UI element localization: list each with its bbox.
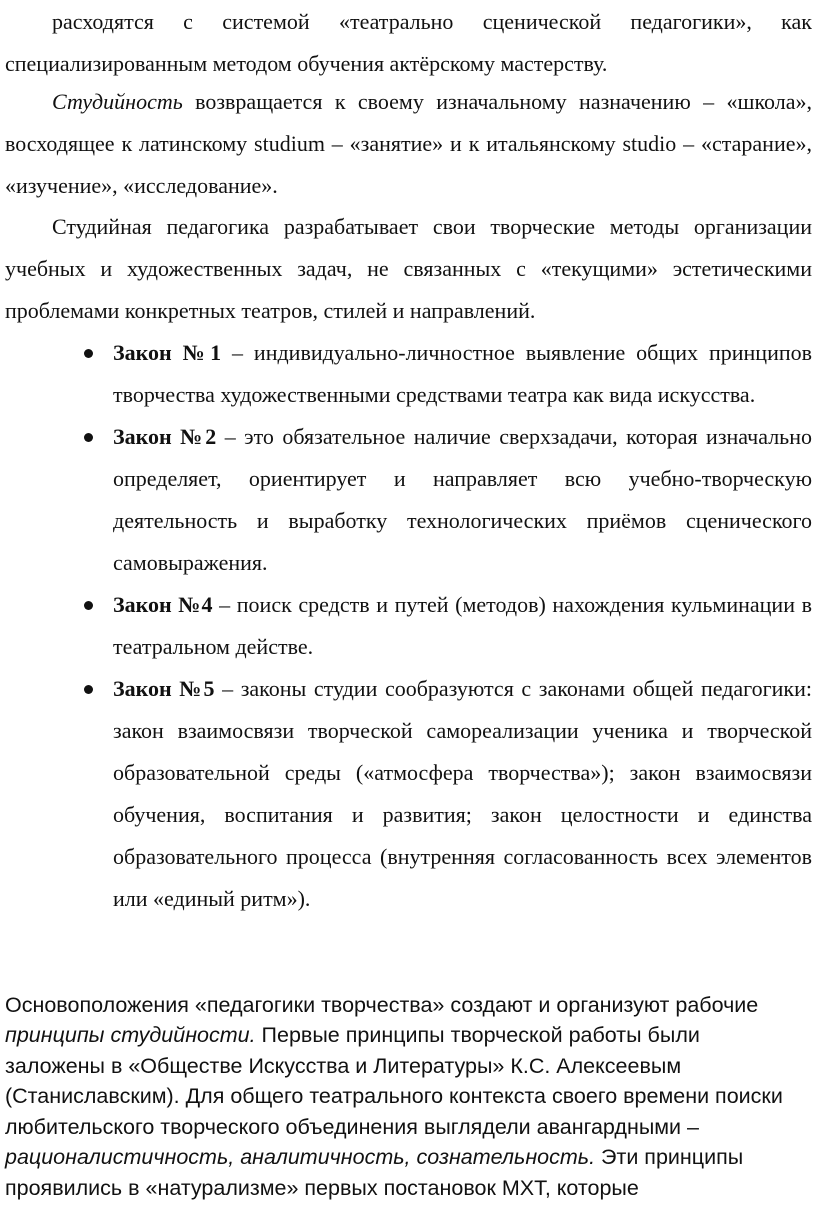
paragraph-studio-pedagogy xyxy=(5,206,812,332)
law-text: – поиск средств и путей (методов) нахождения кульминации в театральном действе. xyxy=(113,592,812,659)
bullet-icon xyxy=(84,433,93,442)
paragraph-intro-text: расходятся с системой «театрально сценической педагогики», как специализированным методом обучения актёрскому мастерству. xyxy=(5,9,812,76)
law-title: Закон №5 xyxy=(113,676,215,701)
law-item-1 xyxy=(0,332,816,416)
law-text: – законы студии сообразуются с законами общей педагогики: закон взаимосвязи творческой самореализации ученика и творческой образовательной среды («атмосфера творчества»); закон взаимосвязи обучения, воспитания и развития; закон целостности и единства образовательного процесса (внутренняя согласованность всех элементов или «единый ритм»). xyxy=(113,676,812,911)
principles-text-3: Эти принципы проявились в «натурализме» первых постановок МХТ, которые xyxy=(5,1145,744,1200)
law-item-2 xyxy=(0,416,816,584)
bullet-icon xyxy=(84,601,93,610)
law-title: Закон №2 xyxy=(113,424,217,449)
paragraph-principles xyxy=(5,990,805,1204)
principles-italic-1: принципы студийности. xyxy=(5,1023,256,1047)
law-title: Закон №4 xyxy=(113,592,213,617)
paragraph-intro xyxy=(5,1,812,85)
laws-list xyxy=(0,332,816,920)
paragraph-studiynost xyxy=(5,81,812,207)
law-item-4 xyxy=(0,584,816,668)
law-text: – индивидуально-личностное выявление общих принципов творчества художественными средствами театра как вида искусства. xyxy=(113,340,812,407)
principles-text-1: Основоположения «педагогики творчества» создают и организуют рабочие xyxy=(5,992,759,1017)
bullet-icon xyxy=(84,685,93,694)
paragraph-studio-pedagogy-text: Студийная педагогика разрабатывает свои творческие методы организации учебных и художественных задач, не связанных с «текущими» эстетическими проблемами конкретных театров, стилей и направлений. xyxy=(5,214,812,323)
term-studiynost: Студийность xyxy=(52,89,183,114)
principles-text-2: Первые принципы творческой работы были заложены в «Обществе Искусства и Литературы» К.С. Алексеевым (Станиславским). Для общего театрального контекста своего времени поиски любительского творческого объединения выглядели авангардными – xyxy=(5,1023,783,1139)
law-text: – это обязательное наличие сверхзадачи, которая изначально определяет, ориентирует и направляет всю учебно-творческую деятельность и выработку технологических приёмов сценического самовыражения. xyxy=(113,424,812,575)
principles-italic-2: рационалистичность, аналитичность, сознательность. xyxy=(5,1145,596,1169)
law-item-5 xyxy=(0,668,816,920)
paragraph-studiynost-text: возвращается к своему изначальному назначению – «школа», восходящее к латинскому studium – «занятие» и к итальянскому studio – «старание», «изучение», «исследование». xyxy=(5,89,812,198)
law-title: Закон №1 xyxy=(113,340,222,365)
bullet-icon xyxy=(84,349,93,358)
